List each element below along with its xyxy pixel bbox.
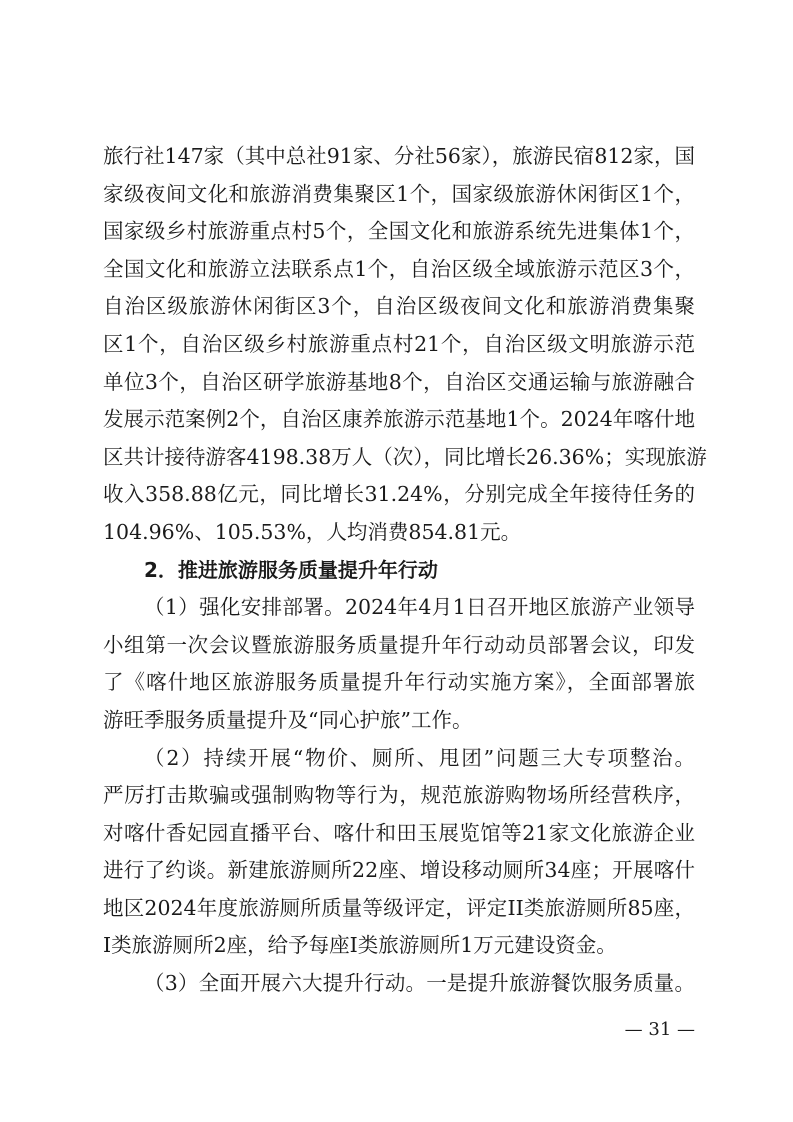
body-line: 104.96%、105.53%，人均消费854.81元。 (103, 519, 522, 544)
page-number: — 31 — (624, 1019, 695, 1040)
body-line: 小组第一次会议暨旅游服务质量提升年行动动员部署会议，印发 (103, 632, 695, 657)
body-line: 进行了约谈。新建旅游厕所22座、增设移动厕所34座；开展喀什 (103, 858, 695, 883)
paragraph-start-line: （1）强化安排部署。2024年4月1日召开地区旅游产业领导 (144, 595, 695, 620)
body-line: 家级夜间文化和旅游消费集聚区1个，国家级旅游休闲街区1个， (103, 181, 695, 206)
document-body (103, 138, 707, 1003)
paragraph-start-line: （3）全面开展六大提升行动。一是提升旅游餐饮服务质量。 (144, 971, 695, 996)
body-line: 游旺季服务质量提升及“同心护旅”工作。 (103, 707, 473, 732)
body-line: 区共计接待游客4198.38万人（次），同比增长26.36%；实现旅游 (103, 444, 707, 469)
body-line: I类旅游厕所2座，给予每座I类旅游厕所1万元建设资金。 (103, 933, 617, 958)
body-line: 全国文化和旅游立法联系点1个，自治区级全域旅游示范区3个， (103, 256, 695, 281)
body-line: 收入358.88亿元，同比增长31.24%，分别完成全年接待任务的 (103, 482, 695, 507)
body-line: 单位3个，自治区研学旅游基地8个，自治区交通运输与旅游融合 (103, 369, 695, 394)
body-line: 区1个，自治区级乡村旅游重点村21个，自治区级文明旅游示范 (103, 331, 695, 356)
body-line: 对喀什香妃园直播平台、喀什和田玉展览馆等21家文化旅游企业 (103, 820, 695, 845)
body-line: 地区2024年度旅游厕所质量等级评定，评定II类旅游厕所85座， (103, 895, 695, 920)
body-line: 发展示范案例2个，自治区康养旅游示范基地1个。2024年喀什地 (103, 407, 695, 432)
body-line: 国家级乡村旅游重点村5个，全国文化和旅游系统先进集体1个， (103, 219, 695, 244)
body-line: 自治区级旅游休闲街区3个，自治区级夜间文化和旅游消费集聚 (103, 294, 695, 319)
body-line: 了《喀什地区旅游服务质量提升年行动实施方案》，全面部署旅 (103, 670, 695, 695)
body-line: 旅行社147家（其中总社91家、分社56家），旅游民宿812家，国 (103, 144, 695, 168)
section-heading: 2．推进旅游服务质量提升年行动 (144, 557, 438, 582)
body-line: 严厉打击欺骗或强制购物等行为，规范旅游购物场所经营秩序， (103, 783, 695, 808)
paragraph-start-line: （2）持续开展“物价、厕所、甩团”问题三大专项整治。 (144, 745, 695, 770)
